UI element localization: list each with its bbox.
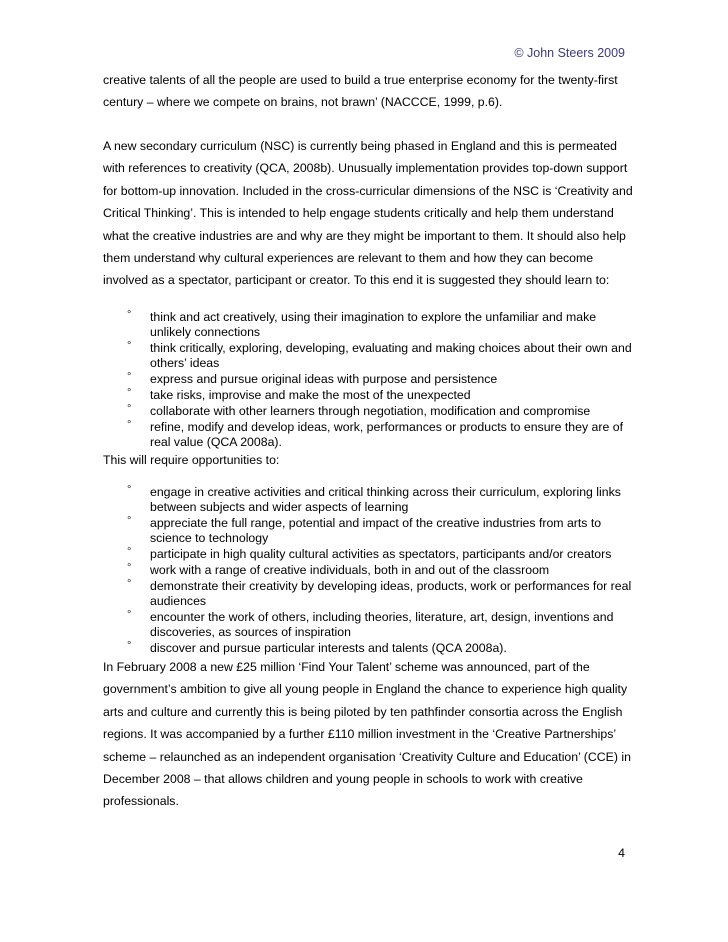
learning-list — [103, 310, 633, 451]
page-number: 4 — [618, 846, 625, 860]
bullet-icon: ° — [127, 387, 132, 399]
bullet-icon: ° — [127, 309, 132, 321]
list-item: ° work with a range of creative individuals, both in and out of the classroom — [127, 562, 550, 577]
bullet-icon: ° — [127, 371, 132, 383]
list-item: ° collaborate with other learners through negotiation, modification and compromise — [127, 403, 591, 418]
bullet-icon: ° — [127, 609, 132, 621]
bullet-icon: ° — [127, 403, 132, 415]
bullet-icon: ° — [127, 419, 132, 431]
bullet-icon: ° — [127, 515, 132, 527]
list-item: ° think critically, exploring, developing, evaluating and making choices about their own and others’ ideas — [127, 340, 632, 370]
opportunities-list — [103, 485, 633, 657]
bullet-icon: ° — [127, 484, 132, 496]
paragraph-1: creative talents of all the people are used to build a true enterprise economy for the twenty-first century – where we compete on brains, not brawn’ (NACCCE, 1999, p.6). — [103, 73, 618, 110]
bullet-icon: ° — [127, 640, 132, 652]
paragraph-2: A new secondary curriculum (NSC) is currently being phased in England and this is permeated with references to creativity (QCA, 2008b). Unusually implementation provides top-down support for bottom-up innovation. Included in the cross-curricular dimensions of the NSC is ‘Creativity and Critical Thinking’. This is intended to help engage students critically and help them understand what the creative industries are and why are they might be important to them. It should also help them understand why cultural experiences are relevant to them and how they can become involved as a spectator, participant or creator. To this end it is suggested they should learn to: — [103, 139, 633, 288]
copyright-header: © John Steers 2009 — [514, 46, 625, 60]
list-item: ° refine, modify and develop ideas, work, performances or products to ensure they are of real value (QCA 2008a). — [127, 419, 623, 449]
list-item: ° appreciate the full range, potential and impact of the creative industries from arts to science to technology — [127, 515, 602, 545]
paragraph-3: In February 2008 a new £25 million ‘Find Your Talent’ scheme was announced, part of the government’s ambition to give all young people in England the chance to experience high quality arts and culture and currently this is being piloted by ten pathfinder consortia across the English regions. It was accompanied by a further £110 million investment in the ‘Creative Partnerships’ scheme – relaunched as an independent organisation ‘Creativity Culture and Education’ (CCE) in December 2008 – that allows children and young people in schools to work with creative professionals. — [103, 660, 631, 809]
list-item: ° express and pursue original ideas with purpose and persistence — [127, 371, 498, 386]
list-item: ° think and act creatively, using their imagination to explore the unfamiliar and make unlikely connections — [127, 309, 597, 339]
bullet-icon: ° — [127, 546, 132, 558]
bullet-icon: ° — [127, 578, 132, 590]
list-item: ° discover and pursue particular interests and talents (QCA 2008a). — [127, 640, 507, 655]
bullet-icon: ° — [127, 562, 132, 574]
list-item: ° take risks, improvise and make the most of the unexpected — [127, 387, 471, 402]
list-item: ° participate in high quality cultural activities as spectators, participants and/or creators — [127, 546, 612, 561]
list-item: ° demonstrate their creativity by developing ideas, products, work or performances for real audiences — [127, 578, 632, 608]
opportunities-lead: This will require opportunities to: — [103, 453, 280, 467]
list-item: ° engage in creative activities and critical thinking across their curriculum, exploring links between subjects and wider aspects of learning — [127, 484, 621, 514]
list-item: ° encounter the work of others, including theories, literature, art, design, inventions and discoveries, as sources of inspiration — [127, 609, 614, 639]
bullet-icon: ° — [127, 340, 132, 352]
